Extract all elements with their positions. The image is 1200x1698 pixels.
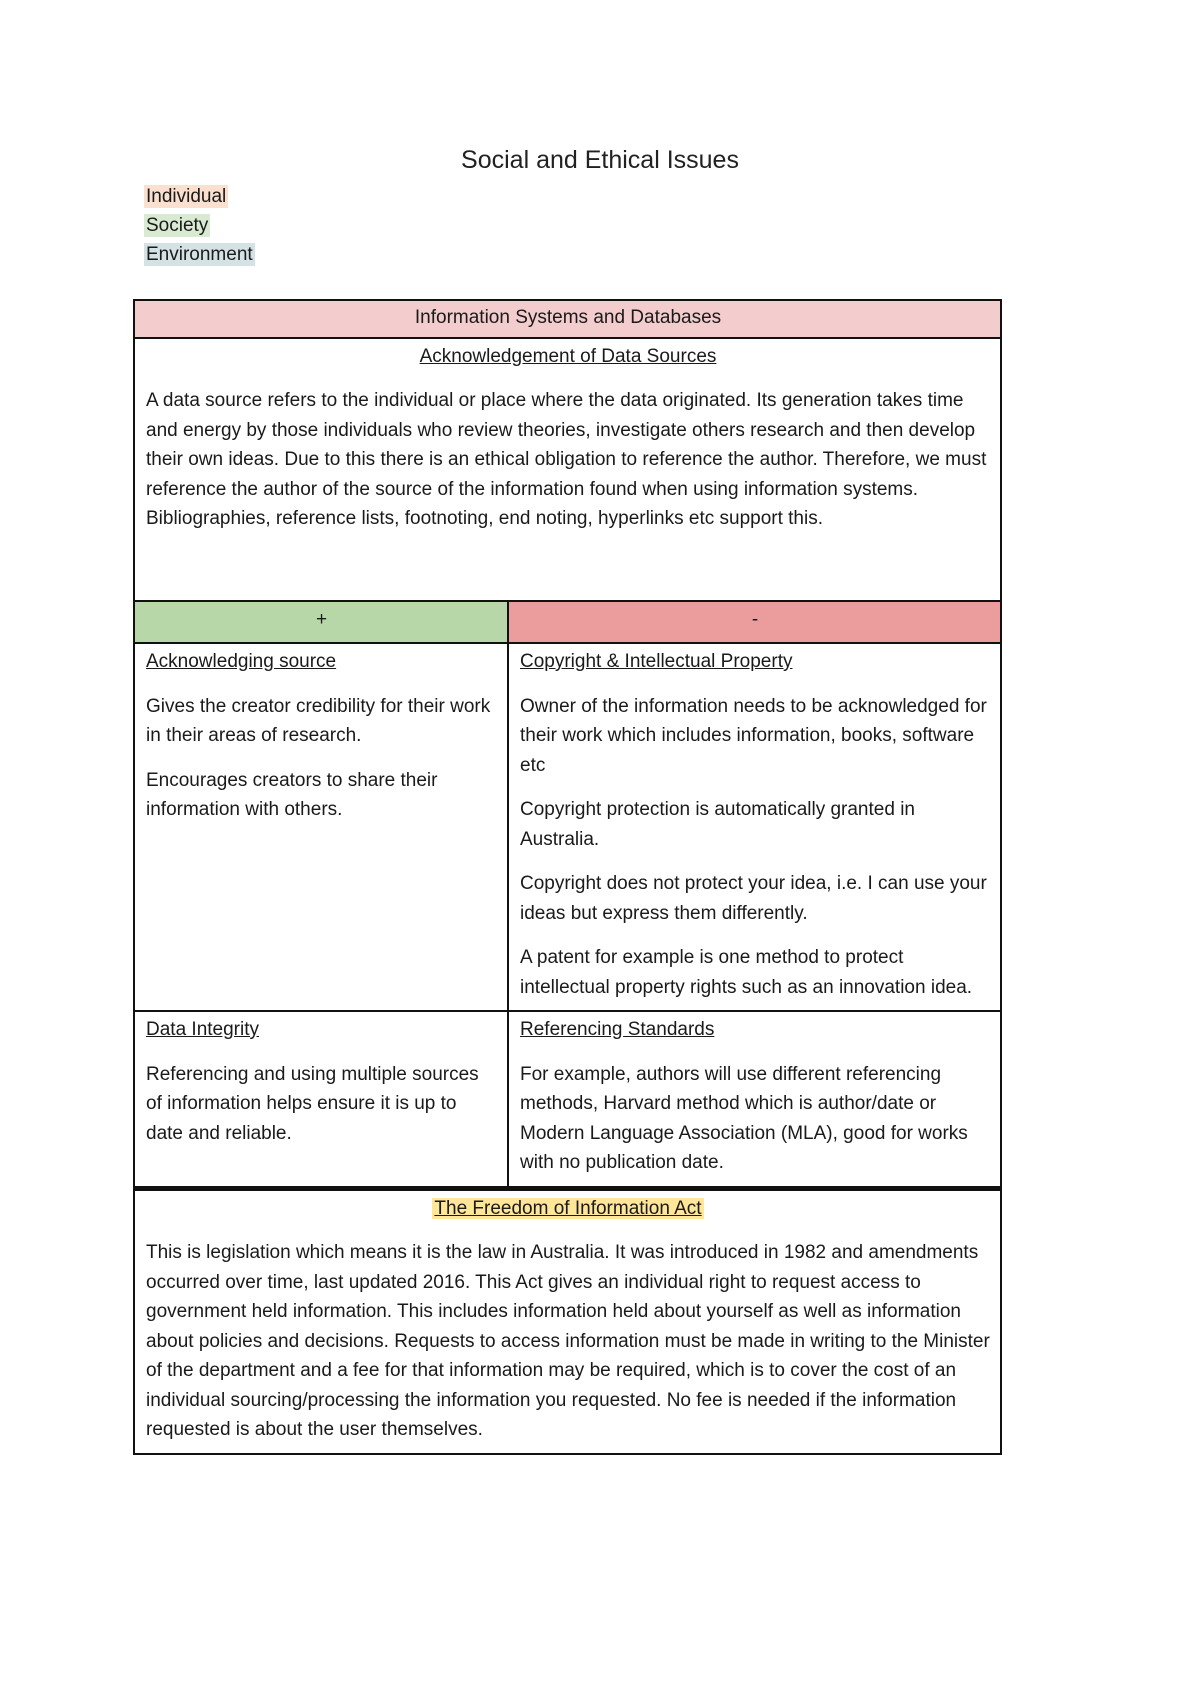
foi-cell [134, 1188, 1001, 1454]
copyright-title: Copyright & Intellectual Property [520, 651, 793, 672]
referencing-p1: For example, authors will use different referencing methods, Harvard method which is author/date or Modern Language Association (MLA), good for works with no publication date. [520, 1063, 968, 1173]
legend [144, 182, 255, 269]
table-header: Information Systems and Databases [134, 300, 1001, 338]
legend-environment: Environment [146, 244, 253, 265]
foi-text: This is legislation which means it is the law in Australia. It was introduced in 1982 and amendments occurred over time, last updated 2016. This Act gives an individual right to request access to government held information. This includes information held about yourself as well as information about policies and decisions. Requests to access information must be made in writing to the Minister of the department and a fee for that information may be required, which is to cover the cost of an individual sourcing/processing the information you requested. No fee is needed if the information requested is about the user themselves. [146, 1242, 990, 1440]
copyright-p4: A patent for example is one method to protect intellectual property rights such as an innovation idea. [520, 947, 973, 998]
copyright-p2: Copyright protection is automatically granted in Australia. [520, 799, 915, 850]
ack-source-p1: Gives the creator credibility for their work in their areas of research. [146, 695, 491, 746]
issues-table [133, 299, 1002, 1455]
ack-data-sources-text: A data source refers to the individual or place where the data originated. Its generation takes time and energy by those individuals who review theories, investigate others research and then develop their own ideas. Due to this there is an ethical obligation to reference the author. Therefore, we must reference the author of the source of the information found when using information systems. Bibliographies, reference lists, footnoting, end noting, hyperlinks etc support this. [146, 390, 987, 529]
copyright-p3: Copyright does not protect your idea, i.e. I can use your ideas but express them differently. [520, 873, 987, 924]
data-integrity-p1: Referencing and using multiple sources of information helps ensure it is up to date and reliable. [146, 1063, 479, 1144]
ack-source-p2: Encourages creators to share their information with others. [146, 769, 438, 820]
ack-source-cell [134, 643, 508, 1011]
copyright-p1: Owner of the information needs to be acknowledged for their work which includes information, books, software etc [520, 695, 987, 776]
referencing-cell [508, 1011, 1001, 1188]
referencing-title: Referencing Standards [520, 1019, 715, 1040]
ack-data-sources-cell [134, 338, 1001, 601]
legend-individual: Individual [146, 186, 227, 207]
plus-header: + [134, 601, 508, 644]
data-integrity-title: Data Integrity [146, 1019, 259, 1040]
ack-data-sources-title: Acknowledgement of Data Sources [419, 345, 717, 367]
data-integrity-cell [134, 1011, 508, 1188]
copyright-cell [508, 643, 1001, 1011]
page-title: Social and Ethical Issues [461, 146, 739, 174]
ack-source-title: Acknowledging source [146, 651, 337, 672]
minus-header: - [508, 601, 1001, 644]
foi-title: The Freedom of Information Act [434, 1197, 702, 1219]
legend-society: Society [146, 215, 209, 236]
